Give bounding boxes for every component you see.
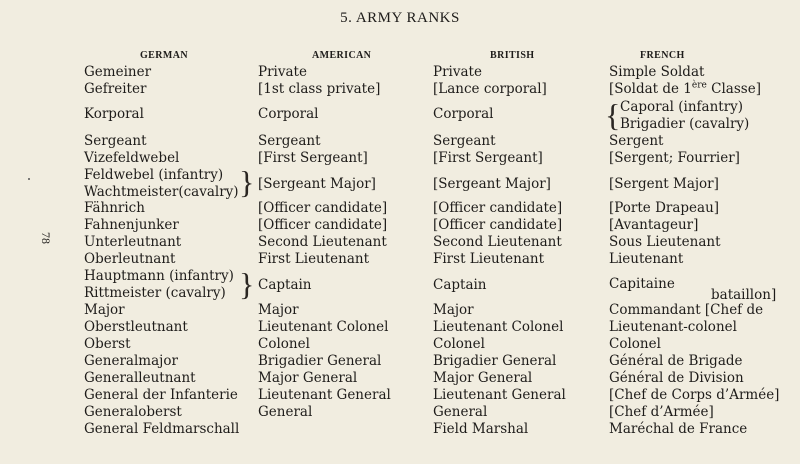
german-rank: Oberstleutnant [84, 319, 188, 335]
american-rank: Private [258, 64, 307, 80]
american-rank: Major [258, 302, 299, 318]
german-rank: Feldwebel (infantry) [84, 167, 224, 183]
french-rank: [Chef de Corps d’Armée] [609, 387, 780, 403]
german-rank: Rittmeister (cavalry) [84, 285, 226, 301]
american-rank: Brigadier General [258, 353, 382, 369]
american-rank: General [258, 404, 313, 420]
american-rank: [Officer candidate] [258, 217, 388, 233]
french-rank: [Sergent; Fourrier] [609, 150, 740, 166]
american-rank: Colonel [258, 336, 310, 352]
page-title: 5. ARMY RANKS [340, 10, 460, 26]
brace: } [605, 97, 621, 133]
german-rank: Fähnrich [84, 200, 145, 216]
british-rank: General [433, 404, 488, 420]
header-french: FRENCH [640, 50, 685, 61]
british-rank: Field Marshal [433, 421, 529, 437]
french-rank: Caporal (infantry) [620, 99, 744, 115]
french-rank: [Soldat de 1ère Classe] [609, 80, 761, 97]
german-rank: Oberleutnant [84, 251, 176, 267]
british-rank: Captain [433, 277, 487, 293]
british-rank: Lieutenant General [433, 387, 566, 403]
british-rank: Corporal [433, 106, 494, 122]
page-number: 78 [39, 232, 53, 244]
french-rank: Sous Lieutenant [609, 234, 721, 250]
german-rank: Generaloberst [84, 404, 182, 420]
american-rank: Second Lieutenant [258, 234, 387, 250]
american-rank: Lieutenant General [258, 387, 391, 403]
german-rank: Unterleutnant [84, 234, 182, 250]
british-rank: Colonel [433, 336, 485, 352]
french-rank: [Chef d’Armée] [609, 404, 714, 420]
french-rank: Lieutenant [609, 251, 684, 267]
british-rank: Second Lieutenant [433, 234, 562, 250]
german-rank: Korporal [84, 106, 144, 122]
german-rank: Gemeiner [84, 64, 152, 80]
french-rank: Simple Soldat [609, 64, 705, 80]
german-rank: Generalleutnant [84, 370, 196, 386]
german-rank: Gefreiter [84, 81, 147, 97]
british-rank: [First Sergeant] [433, 150, 543, 166]
german-rank: Generalmajor [84, 353, 178, 369]
british-rank: [Lance corporal] [433, 81, 547, 97]
american-rank: [First Sergeant] [258, 150, 368, 166]
brace: } [239, 266, 255, 302]
french-rank: Général de Brigade [609, 353, 743, 369]
british-rank: [Officer candidate] [433, 217, 563, 233]
french-rank: Brigadier (cavalry) [620, 116, 750, 132]
brace: } [239, 164, 255, 200]
american-rank: [Sergeant Major] [258, 176, 376, 192]
french-rank: Général de Division [609, 370, 744, 386]
header-american: AMERICAN [312, 50, 372, 61]
british-rank: Brigadier General [433, 353, 557, 369]
header-german: GERMAN [140, 50, 188, 61]
british-rank: Major [433, 302, 474, 318]
british-rank: Sergeant [433, 133, 496, 149]
french-rank: Maréchal de France [609, 421, 748, 437]
american-rank: Corporal [258, 106, 319, 122]
british-rank: First Lieutenant [433, 251, 545, 267]
german-rank: Sergeant [84, 133, 147, 149]
american-rank: Major General [258, 370, 358, 386]
american-rank: Sergeant [258, 133, 321, 149]
french-rank: Commandant [Chef de [609, 302, 764, 318]
french-rank: bataillon] [711, 287, 777, 303]
american-rank: Captain [258, 277, 312, 293]
british-rank: Lieutenant Colonel [433, 319, 564, 335]
german-rank: Vizefeldwebel [84, 150, 180, 166]
french-rank: [Avantageur] [609, 217, 699, 233]
french-rank: Sergent [609, 133, 664, 149]
french-rank: [Sergent Major] [609, 176, 719, 192]
american-rank: [1st class private] [258, 81, 381, 97]
german-rank: General Feldmarschall [84, 421, 240, 437]
german-rank: Major [84, 302, 125, 318]
french-rank: Colonel [609, 336, 661, 352]
british-rank: Major General [433, 370, 533, 386]
british-rank: [Sergeant Major] [433, 176, 551, 192]
speck [28, 178, 30, 180]
british-rank: Private [433, 64, 482, 80]
french-rank: Lieutenant-colonel [609, 319, 737, 335]
american-rank: First Lieutenant [258, 251, 370, 267]
german-rank: Hauptmann (infantry) [84, 268, 234, 284]
german-rank: Wachtmeister(cavalry) [84, 184, 239, 200]
french-rank: Capitaine [609, 276, 675, 292]
german-rank: Fahnenjunker [84, 217, 179, 233]
british-rank: [Officer candidate] [433, 200, 563, 216]
german-rank: General der Infanterie [84, 387, 238, 403]
american-rank: Lieutenant Colonel [258, 319, 389, 335]
french-rank: [Porte Drapeau] [609, 200, 720, 216]
german-rank: Oberst [84, 336, 131, 352]
header-british: BRITISH [490, 50, 535, 61]
american-rank: [Officer candidate] [258, 200, 388, 216]
